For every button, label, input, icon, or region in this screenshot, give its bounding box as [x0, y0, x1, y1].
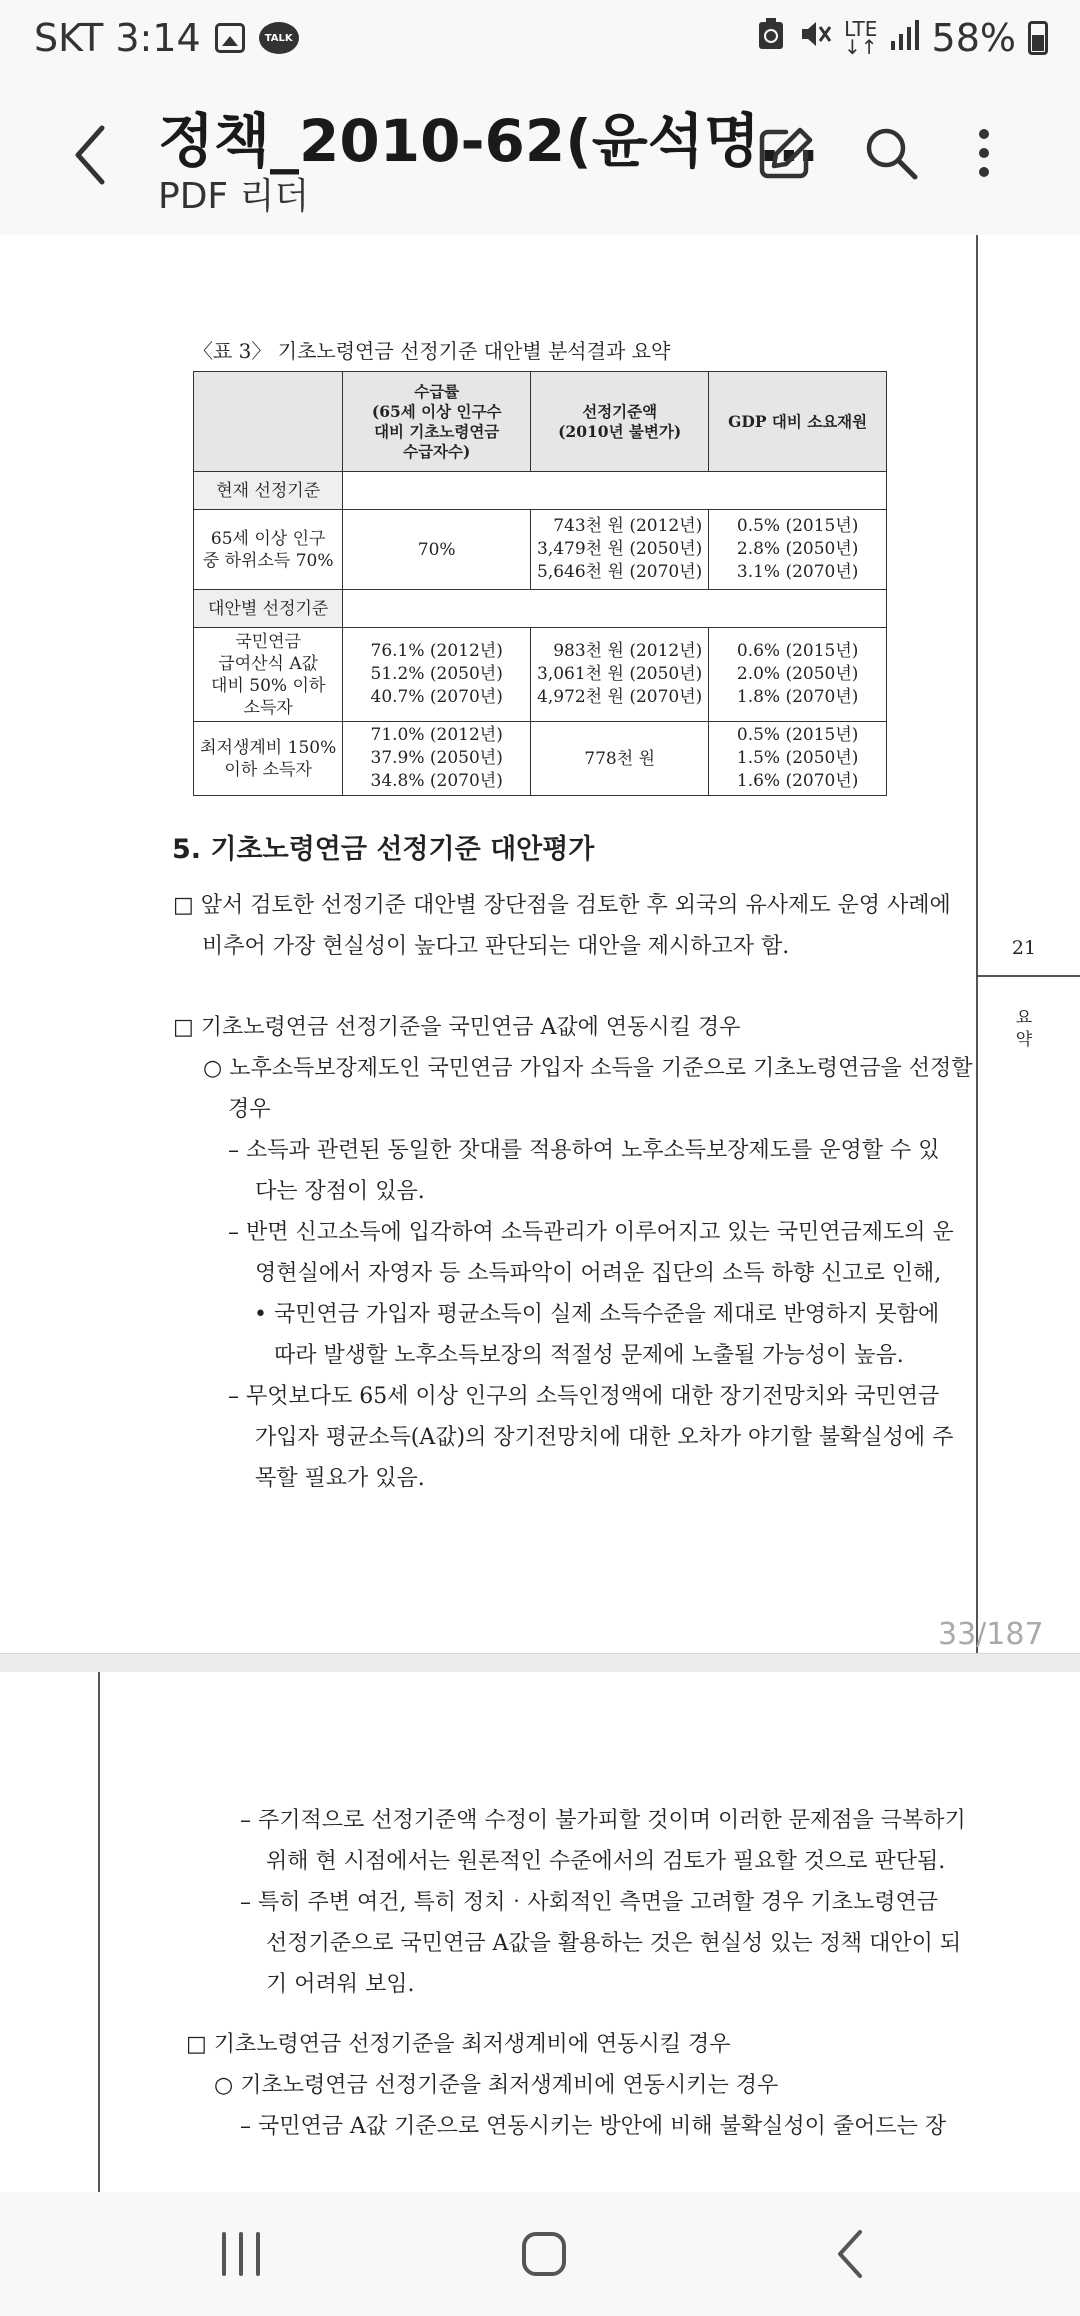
- cell-value: 2.0% (2050년): [736, 664, 859, 684]
- gdp-cell: [709, 628, 887, 722]
- header-gdp-text: GDP 대비 소요재원: [728, 411, 868, 431]
- paragraph-line: 목할 필요가 있음.: [255, 1466, 425, 1491]
- cell-value: 3,061천 원 (2050년): [537, 664, 703, 684]
- battery-icon: [1028, 21, 1048, 55]
- analysis-summary-table: [193, 371, 887, 796]
- page-number: 21: [1011, 937, 1037, 959]
- cell-value: 40.7% (2070년): [370, 687, 503, 707]
- row2-label-text: 국민연금 급여산식 A값 대비 50% 이하 소득자: [211, 631, 326, 718]
- cell-value: 2.8% (2050년): [736, 539, 859, 559]
- cell-value: 5,646천 원 (2070년): [537, 562, 703, 582]
- app-subtitle: PDF 리더: [158, 176, 310, 217]
- nav-back-button[interactable]: [826, 2226, 876, 2282]
- table-group-row: [194, 472, 887, 510]
- app-bar: [0, 80, 1080, 236]
- paragraph-line: 다는 장점이 있음.: [255, 1179, 425, 1204]
- recycle-icon: [756, 16, 786, 60]
- group-label-current: 현재 선정기준: [194, 472, 343, 510]
- cell-value: 51.2% (2050년): [370, 664, 503, 684]
- paragraph-line: 비추어 가장 현실성이 높다고 판단되는 대안을 제시하고자 함.: [202, 934, 790, 959]
- table-row: [194, 510, 887, 590]
- paragraph-line: • 국민연금 가입자 평균소득이 실제 소득수준을 제대로 반영하지 못함에: [254, 1302, 940, 1327]
- search-button[interactable]: [860, 122, 922, 184]
- table-group-row: [194, 590, 887, 628]
- cell-value: 3,479천 원 (2050년): [537, 539, 703, 559]
- navigation-bar: [0, 2192, 1080, 2316]
- cell-value: 983천 원 (2012년): [553, 641, 703, 661]
- search-icon: [860, 122, 922, 184]
- rate-cell: 70%: [343, 510, 531, 590]
- row-label: [194, 628, 343, 722]
- lte-icon: LTE ↓↑: [844, 17, 878, 59]
- header-cell-empty: [194, 372, 343, 472]
- mute-icon: [798, 16, 832, 60]
- paragraph-line: 선정기준으로 국민연금 A값을 활용하는 것은 현실성 있는 정책 대안이 되: [266, 1931, 962, 1956]
- header-rate-text: 수급률 (65세 이상 인구수 대비 기초노령연금 수급자수): [371, 381, 502, 461]
- paragraph-line: 기 어려워 보임.: [266, 1972, 415, 1997]
- cell-value: 1.5% (2050년): [736, 748, 859, 768]
- talk-badge-label: TALK: [264, 32, 293, 44]
- row-label: [194, 510, 343, 590]
- table-header-row: [194, 372, 887, 472]
- header-cell-amount: [531, 372, 709, 472]
- header-amount-text: 선정기준액 (2010년 불변가): [558, 401, 682, 441]
- paragraph-line: – 국민연금 A값 기준으로 연동시키는 방안에 비해 불확실성이 줄어드는 장: [240, 2114, 947, 2139]
- signal-icon: [890, 16, 920, 60]
- cell-value: 37.9% (2050년): [370, 748, 503, 768]
- cell-value: 743천 원 (2012년): [553, 516, 703, 536]
- table-row: [194, 628, 887, 722]
- document-title: 정책_2010-62(윤석명…: [158, 107, 818, 175]
- paragraph-line: □ 앞서 검토한 선정기준 대안별 장단점을 검토한 후 외국의 유사제도 운영 사례에: [173, 893, 951, 918]
- margin-label: [1014, 1007, 1034, 1051]
- carrier-time: SKT 3:14: [34, 16, 201, 60]
- cell-value: 34.8% (2070년): [370, 771, 503, 791]
- table-row: [194, 722, 887, 796]
- gdp-cell: [709, 510, 887, 590]
- row1-label-text: 65세 이상 인구 중 하위소득 70%: [202, 528, 334, 571]
- more-vertical-icon: [954, 122, 1014, 184]
- lte-label: LTE: [844, 17, 878, 41]
- group-spacer: [343, 590, 887, 628]
- cell-value: 3.1% (2070년): [736, 562, 859, 582]
- pdf-page-34: [0, 1672, 1080, 2272]
- paragraph-line: – 주기적으로 선정기준액 수정이 불가피할 것이며 이러한 문제점을 극복하기: [240, 1808, 966, 1833]
- page-separator: [0, 1653, 1080, 1673]
- battery-percent: 58%: [931, 16, 1016, 60]
- row3-label-text: 최저생계비 150% 이하 소득자: [200, 737, 337, 780]
- nav-back-icon: [826, 2226, 876, 2282]
- gdp-cell: [709, 722, 887, 796]
- group-label-alternatives: 대안별 선정기준: [194, 590, 343, 628]
- paragraph-line: 가입자 평균소득(A값)의 장기전망치에 대한 오차가 야기할 불확실성에 주: [255, 1425, 954, 1450]
- paragraph-line: 경우: [228, 1097, 271, 1122]
- edit-button[interactable]: [754, 122, 816, 184]
- paragraph-line: 따라 발생할 노후소득보장의 적절성 문제에 노출될 가능성이 높음.: [274, 1343, 904, 1368]
- cell-value: 1.8% (2070년): [736, 687, 859, 707]
- group-spacer: [343, 472, 887, 510]
- more-options-button[interactable]: [954, 122, 1014, 184]
- cell-value: 0.5% (2015년): [736, 725, 859, 745]
- paragraph-line: ○ 노후소득보장제도인 국민연금 가입자 소득을 기준으로 기초노령연금을 선정할: [203, 1056, 973, 1081]
- amount-cell: [531, 628, 709, 722]
- paragraph-line: – 소득과 관련된 동일한 잣대를 적용하여 노후소득보장제도를 운영할 수 있: [228, 1138, 940, 1163]
- edit-icon: [754, 122, 816, 184]
- paragraph-line: 영현실에서 자영자 등 소득파악이 어려운 집단의 소득 하향 신고로 인해,: [255, 1261, 942, 1286]
- pdf-page-33: [0, 235, 1080, 1653]
- header-cell-gdp: [709, 372, 887, 472]
- paragraph-line: – 무엇보다도 65세 이상 인구의 소득인정액에 대한 장기전망치와 국민연금: [228, 1384, 940, 1409]
- page-margin-rule: [98, 1672, 100, 2192]
- paragraph-line: – 특히 주변 여건, 특히 정치‧사회적인 측면을 고려할 경우 기초노령연금: [240, 1890, 938, 1915]
- gallery-icon: [215, 23, 245, 53]
- status-bar-right: [756, 16, 1048, 60]
- cell-value: 71.0% (2012년): [370, 725, 503, 745]
- status-bar: [0, 0, 1080, 80]
- amount-cell: 778천 원: [531, 722, 709, 796]
- row-label: [194, 722, 343, 796]
- kakaotalk-icon: [259, 22, 299, 54]
- paragraph-line: □ 기초노령연금 선정기준을 국민연금 A값에 연동시킬 경우: [173, 1015, 741, 1040]
- cell-value: 4,972천 원 (2070년): [537, 687, 703, 707]
- page-margin-divider: [976, 975, 1080, 977]
- margin-label-text: 요 약: [1015, 1008, 1033, 1050]
- rate-cell: [343, 722, 531, 796]
- home-button[interactable]: [516, 2226, 572, 2282]
- paragraph-line: – 반면 신고소득에 입각하여 소득관리가 이루어지고 있는 국민연금제도의 운: [228, 1220, 954, 1245]
- pdf-viewer[interactable]: [0, 235, 1080, 2192]
- recents-button[interactable]: [216, 2226, 266, 2282]
- paragraph-line: □ 기초노령연금 선정기준을 최저생계비에 연동시킬 경우: [186, 2032, 731, 2057]
- cell-value: 76.1% (2012년): [370, 641, 503, 661]
- page-margin-rule: [976, 235, 978, 1653]
- cell-value: 0.5% (2015년): [736, 516, 859, 536]
- section-heading: 5. 기초노령연금 선정기준 대안평가: [172, 834, 595, 865]
- recents-icon: [216, 2226, 266, 2282]
- cell-value: 1.6% (2070년): [736, 771, 859, 791]
- page-indicator: 33/187: [938, 1617, 1044, 1652]
- header-cell-rate: [343, 372, 531, 472]
- table-caption: 〈표 3〉 기초노령연금 선정기준 대안별 분석결과 요약: [193, 339, 671, 363]
- status-bar-left: [34, 16, 299, 60]
- chevron-left-icon: [62, 120, 122, 190]
- amount-cell: [531, 510, 709, 590]
- home-icon: [516, 2226, 572, 2282]
- rate-cell: [343, 628, 531, 722]
- paragraph-line: 위해 현 시점에서는 원론적인 수준에서의 검토가 필요할 것으로 판단됨.: [266, 1849, 946, 1874]
- cell-value: 0.6% (2015년): [736, 641, 859, 661]
- paragraph-line: ○ 기초노령연금 선정기준을 최저생계비에 연동시키는 경우: [214, 2073, 779, 2098]
- back-button[interactable]: [62, 120, 122, 190]
